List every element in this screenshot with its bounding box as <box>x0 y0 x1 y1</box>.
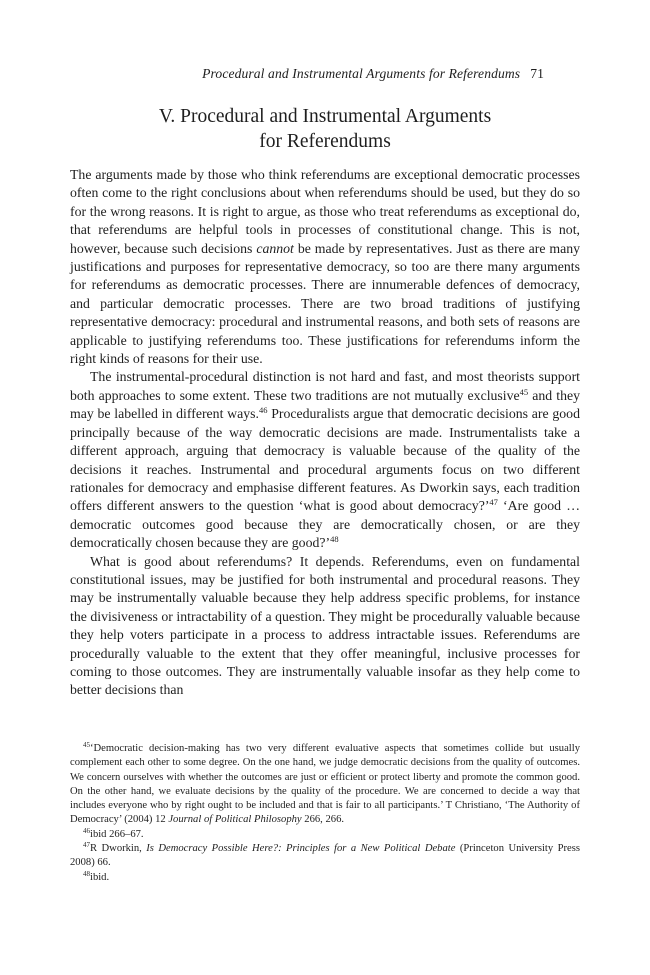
footnote-48-text: ibid. <box>90 871 110 883</box>
running-head <box>70 66 544 82</box>
emphasis-cannot: cannot <box>256 240 294 256</box>
footnote-number: 45 <box>83 741 90 749</box>
page-number: 71 <box>530 66 544 81</box>
footnote-45-text: ‘Democratic decision-making has two very different evaluative aspects that sometimes collide but usually complement each other to some degree. On the one hand, we judge democratic decisions from the quality of outcomes. We concern ourselves with whether the outcomes are just or efficient or protect liberty and promote the common good. On the other hand, we evaluate decisions by the quality of the procedure. We are concerned to decide a way that includes everyone who by right ought to be included and that is fair to all participants.’ T Christiano, ‘The Authority of Democracy’ (2004) 12 <box>70 743 580 826</box>
section-heading-line-2: for Referendums <box>259 131 391 152</box>
footnote-46 <box>70 828 580 842</box>
footnote-ref-47: 47 <box>489 497 498 508</box>
paragraph-2-part-c: Proceduralists argue that democratic decisions are good principally because of the way democratic decisions are made. Instrumentalists take a different approach, arguing that democracy is valuable because of the quality of the decisions it reaches. Instrumental and procedural arguments focus on two different rationales for democracy and emphasise different features. As Dworkin says, each tradition offers different answers to the question ‘what is good about democracy?’ <box>70 406 580 514</box>
footnote-47-text-end: (Princeton University Press 2008) 66. <box>70 843 580 869</box>
footnote-number: 46 <box>83 826 90 835</box>
footnote-45-text-end: 266, 266. <box>301 814 345 826</box>
footnote-ref-45: 45 <box>519 386 529 397</box>
footnote-47-text: R Dworkin, <box>90 843 147 855</box>
paragraph-2-part-d: ‘Are good … democratic outcomes good because they are democratically chosen, or are they democratically chosen because they are good?’ <box>70 498 580 551</box>
footnotes <box>70 742 580 885</box>
footnote-number: 48 <box>83 869 90 878</box>
footnote-46-text: ibid 266–67. <box>90 828 144 840</box>
paragraph-2-part-a: The instrumental-procedural distinction is not hard and fast, and most theorists support both approaches to some extent. These two traditions are not mutually exclusive <box>70 369 580 403</box>
footnote-ref-46: 46 <box>258 405 268 416</box>
footnote-48 <box>70 871 580 885</box>
running-head-title: Procedural and Instrumental Arguments for Referendums <box>202 66 521 81</box>
footnote-ref-48: 48 <box>330 534 339 545</box>
footnote-47 <box>70 842 580 871</box>
footnote-45 <box>70 742 580 828</box>
paragraph-1-part-a: The arguments made by those who think referendums are exceptional democratic processes often come to the right conclusions about when referendums should be used, but they do so for the wrong reasons. It is right to argue, as those who treat referendums as exceptional do, that referendums are helpful tools in processes of constitutional change. This is not, however, because such decisions <box>70 167 580 256</box>
paragraph-3: What is good about referendums? It depends. Referendums, even on fundamental constitutional issues, may be justified for both instrumental and procedural reasons. They may be instrumentally valuable because they help address specific problems, for instance the divisiveness or intractability of a question. They might be procedurally valuable because they help voters participate in a process to address intractable issues. Referendums are procedurally valuable to the extent that they offer meaningful, inclusive processes for coming to those outcomes. They are instrumentally valuable insofar as they help come to better decisions than <box>70 553 580 698</box>
paragraph-1-part-b: be made by representatives. Just as there are many justifications and purposes for representative democracy, so too are there many arguments for referendums as democratic processes. There are innumerable defences of democracy, and particular democratic processes. There are two broad traditions of justifying representative democracy: procedural and instrumental reasons, and both sets of reasons are applicable to justifying referendums too. These justifications for referendums inform the right kinds of reasons for their use. <box>70 240 580 367</box>
body-text <box>70 166 580 700</box>
paragraph-1 <box>70 166 580 368</box>
footnote-45-journal: Journal of Political Philosophy <box>168 814 302 826</box>
paragraph-2 <box>70 368 580 552</box>
footnote-47-book: Is Democracy Possible Here?: Principles for a New Political Debate <box>146 843 456 855</box>
section-heading-line-1: V. Procedural and Instrumental Arguments <box>158 106 492 127</box>
paragraph-2-part-b: and they may be labelled in different ways. <box>70 387 580 422</box>
footnote-number: 47 <box>83 841 90 850</box>
section-heading <box>70 104 580 154</box>
